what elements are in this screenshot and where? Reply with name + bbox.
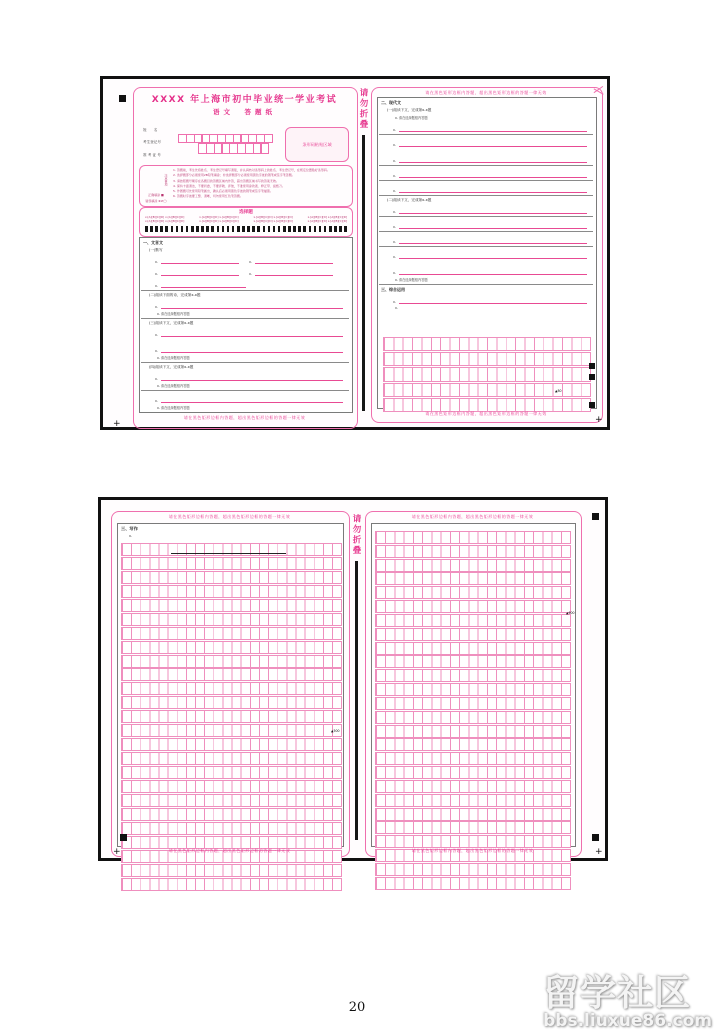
choice-option-row: x.[A][B][C][D] x.[A][B][C][D] [307, 219, 347, 224]
grid-row [375, 669, 571, 682]
answer-blank-row [155, 343, 343, 353]
blank-number: x. [393, 159, 396, 163]
section-heading: 一、文言文 [143, 240, 163, 245]
grid-row [375, 794, 571, 807]
answer-blank-row [393, 294, 587, 304]
timing-mark [171, 226, 174, 232]
section-divider [379, 165, 593, 166]
answer-note: x. 请在选择题框内答题 [395, 116, 428, 120]
watermark-title: 留学社区 [543, 973, 692, 1014]
grid-row [375, 725, 571, 738]
timing-mark [329, 226, 332, 232]
footer-notice: 请在黑色矩形边框内答题，超出黑色矩形边框的答题一律无效 [425, 411, 547, 416]
timing-mark [196, 226, 199, 232]
answer-blank-row [393, 122, 587, 132]
timing-mark [201, 226, 204, 232]
crosshair-mark: + [113, 847, 121, 857]
choice-option-row: x.[A][B][C][D] x.[A][B][C][D] [253, 215, 293, 219]
blank-number: x. [155, 305, 158, 309]
timing-mark [150, 226, 153, 232]
blank-number: x. [155, 260, 158, 264]
grid-row [375, 531, 571, 544]
digit-box [264, 134, 273, 143]
answer-blank-row [393, 234, 587, 244]
barcode-area [285, 127, 349, 162]
section-heading: 二、现代文 [381, 100, 401, 105]
answer-sheet-scan-2 [98, 497, 608, 861]
answer-blank-line [399, 203, 587, 214]
section-divider [379, 180, 593, 181]
grid-row [121, 599, 342, 612]
barcode-area-label: 条形码粘贴区域 [302, 141, 332, 147]
timing-mark [314, 226, 317, 232]
timing-mark [191, 226, 194, 232]
grid-row [383, 337, 591, 351]
do-not-fold-label: 请勿折叠 [351, 514, 361, 556]
answer-blank-row [155, 266, 343, 276]
answer-blank-line [399, 233, 587, 244]
answer-blank-row [393, 219, 587, 229]
answer-note: x. 请在选择题框内答题 [395, 278, 428, 282]
timing-mark [217, 226, 220, 232]
blank-number: x. [249, 272, 252, 276]
blank-number: x. [155, 399, 158, 403]
blank-number: x. [155, 333, 158, 337]
choice-option-row: x.[A][B][C][D] x.[A][B][C][D] [145, 219, 185, 224]
fold-line [362, 135, 365, 411]
answer-blank-line [399, 218, 587, 229]
name-label: 姓 名 [143, 128, 158, 132]
answer-blank-line [161, 392, 343, 403]
timing-mark [186, 226, 189, 232]
grid-row [383, 367, 591, 381]
answer-blank-row [393, 249, 587, 259]
grid-row [121, 822, 342, 835]
registration-mark [589, 363, 595, 369]
digit-box [261, 143, 270, 154]
watermark [543, 973, 712, 1031]
grid-row [121, 696, 342, 709]
answer-blank-row [155, 278, 343, 288]
right-answer-sections [379, 98, 593, 334]
exam-number-boxes [199, 143, 269, 154]
timing-marks [145, 226, 347, 232]
answer-blank-row [393, 137, 587, 147]
answer-blank-line [399, 167, 587, 178]
footer-notice: 请在黑色矩形边框内答题，超出黑色矩形边框的答题一律无效 [183, 415, 306, 420]
timing-mark [155, 226, 158, 232]
timing-mark [211, 226, 214, 232]
choice-column [253, 215, 292, 223]
answer-blank-line [161, 253, 239, 264]
grid-row [383, 398, 591, 412]
blank-number: x. [393, 240, 396, 244]
page-number: 20 [348, 1000, 366, 1015]
essay-title-line [171, 553, 286, 554]
answer-blank-line [399, 121, 587, 132]
answer-sheet-scan-1 [100, 76, 610, 430]
section-divider [379, 195, 593, 196]
timing-mark [334, 226, 337, 232]
choice-section-title: 选择题 [239, 210, 253, 215]
timing-mark [273, 226, 276, 232]
answer-blank-row [155, 327, 343, 337]
section-divider [141, 318, 349, 319]
timing-mark [181, 226, 184, 232]
answer-blank-row [393, 204, 587, 214]
grid-row [375, 572, 571, 585]
choice-option-row: x.[A][B][C][D] x.[A][B][C][D] [307, 215, 347, 219]
section-divider [379, 231, 593, 232]
answer-blank-line [399, 264, 587, 275]
word-count-marker: ▲500 [331, 729, 340, 733]
grid-row [121, 724, 342, 737]
choice-option-row: x.[A][B][C][D] x.[A][B][C][D] [199, 215, 239, 219]
grid-row [121, 794, 342, 807]
answer-blank-row [393, 265, 587, 275]
timing-mark [303, 226, 306, 232]
timing-mark [160, 226, 163, 232]
blank-number: x. [393, 174, 396, 178]
answer-blank-row [155, 371, 343, 381]
grid-row [121, 571, 342, 584]
question-number: x. [129, 534, 133, 538]
timing-mark [324, 226, 327, 232]
timing-mark [344, 226, 347, 232]
grid-row [383, 352, 591, 366]
grid-row [121, 682, 342, 695]
exam-title: XXXX 年上海市初中毕业统一学业考试 [151, 95, 338, 105]
timing-mark [222, 226, 225, 232]
grid-row [121, 655, 342, 668]
grid-row [375, 642, 571, 655]
notice-side-label: 注意事项 [164, 174, 168, 186]
timing-mark [257, 226, 260, 232]
grid-row [375, 780, 571, 793]
blank-number: x. [393, 300, 396, 304]
multiple-choice-box [139, 207, 353, 237]
timing-mark [319, 226, 322, 232]
grid-row [375, 863, 571, 876]
grid-row [121, 613, 342, 626]
footer-notice: 请在黑色矩形边框内答题，超出黑色矩形边框的答题一律无效 [168, 848, 291, 853]
grid-row [375, 600, 571, 613]
grid-row [375, 683, 571, 696]
grid-row [121, 627, 342, 640]
crosshair-mark: + [595, 415, 603, 425]
section-divider [141, 390, 349, 391]
blank-number: x. [393, 128, 396, 132]
grid-row [375, 808, 571, 821]
blank-number: x. [393, 255, 396, 259]
notice-line-item: 3. 请按照题号顺序在各题目的答题区域内作答，超出答题区域书写的答案无效。 [173, 178, 279, 183]
timing-mark [237, 226, 240, 232]
answer-note: x. 请在选择题框内答题 [157, 312, 190, 316]
grid-row [121, 585, 342, 598]
grid-row [121, 808, 342, 821]
answer-blank-line [161, 265, 239, 276]
grid-row [375, 877, 571, 890]
registration-mark [119, 95, 126, 102]
timing-mark [288, 226, 291, 232]
grid-row [121, 641, 342, 654]
notice-line-item: 5. 作图题可先使用铅笔画出，确认后必须用黑色字迹的钢笔或签字笔描黑。 [173, 189, 273, 194]
answer-blank-row [393, 153, 587, 163]
choice-option-row: x.[A][B][C][D] x.[A][B][C][D] [253, 219, 293, 224]
blank-number: x. [155, 284, 158, 288]
grid-row [375, 821, 571, 834]
timing-mark [176, 226, 179, 232]
footer-notice: 请在黑色矩形边框内答题，超出黑色矩形边框的答题一律无效 [411, 848, 534, 853]
blank-number: x. [155, 349, 158, 353]
timing-mark [278, 226, 281, 232]
timing-mark [298, 226, 301, 232]
section-divider [379, 134, 593, 135]
grid-row [121, 710, 342, 723]
header-notice: 请在黑色矩形边框内答题，超出黑色矩形边框的答题一律无效 [168, 514, 291, 519]
subsection-heading: (一)默写 [149, 248, 163, 252]
blank-number: x. [393, 271, 396, 275]
timing-mark [293, 226, 296, 232]
answer-note: x. 请在选择题框内答题 [157, 384, 190, 388]
do-not-fold-label: 请勿折叠 [358, 88, 368, 130]
registration-mark [589, 374, 595, 380]
left-answer-sections [141, 238, 349, 410]
timing-mark [227, 226, 230, 232]
answer-blank-row [155, 393, 343, 403]
blank-number: x. [393, 189, 396, 193]
subsection-heading: (二)阅读下文，完成第x-x题 [387, 198, 432, 202]
subsection-heading: (一)阅读下文，完成第x-x题 [387, 108, 432, 112]
answer-blank-line [161, 370, 343, 381]
section-divider [379, 246, 593, 247]
section-divider [379, 216, 593, 217]
answer-note: x. [395, 306, 398, 310]
exam-number-label: 准 考 证 号 [143, 153, 161, 157]
choice-column [145, 215, 184, 223]
timing-mark [309, 226, 312, 232]
comprehensive-writing-grid [383, 337, 591, 403]
registration-mark [592, 513, 599, 520]
answer-blank-line [255, 253, 333, 264]
timing-mark [145, 226, 148, 232]
answer-blank-line [161, 326, 343, 337]
blank-number: x. [155, 377, 158, 381]
answer-blank-line [399, 136, 587, 147]
essay-grid-right [375, 531, 571, 839]
registration-number-boxes [179, 134, 273, 143]
timing-mark [252, 226, 255, 232]
grid-row [375, 738, 571, 751]
notice-lines [173, 168, 349, 200]
notice-line-item: 4. 保持卡面清洁，不要折叠，不要弄破、弄皱，不准使用涂改液、修正带、刮纸刀。 [173, 183, 285, 188]
timing-mark [263, 226, 266, 232]
grid-row [121, 557, 342, 570]
choice-option-row: x.[A][B][C][D] x.[A][B][C][D] [199, 219, 239, 224]
writing-section-label: 三、写作 [121, 526, 138, 531]
grid-row [375, 655, 571, 668]
grid-row [375, 697, 571, 710]
crosshair-mark: + [595, 847, 603, 857]
timing-mark [232, 226, 235, 232]
blank-number: x. [155, 272, 158, 276]
answer-blank-line [161, 298, 343, 309]
section-heading: 三、综合运用 [381, 287, 405, 292]
blank-number: x. [393, 225, 396, 229]
registration-mark [589, 402, 595, 408]
grid-row [121, 878, 342, 891]
fold-line [355, 561, 358, 840]
crosshair-mark: + [113, 419, 121, 429]
grid-row [375, 711, 571, 724]
answer-blank-line [399, 182, 587, 193]
answer-blank-line [399, 293, 587, 304]
blank-number: x. [249, 260, 252, 264]
grid-row [121, 752, 342, 765]
answer-blank-line [399, 152, 587, 163]
section-divider [141, 290, 349, 291]
choice-column [199, 215, 238, 223]
correct-mark-sample: 正确填涂 ■ [148, 193, 164, 197]
subsection-heading: (四)阅读下文，完成第x-x题 [149, 365, 194, 369]
answer-blank-row [155, 254, 343, 264]
answer-blank-row [393, 168, 587, 178]
grid-row [121, 864, 342, 877]
answer-blank-line [255, 265, 333, 276]
exam-subtitle: 语文 答题纸 [213, 108, 276, 116]
timing-mark [165, 226, 168, 232]
registration-mark [592, 834, 599, 841]
notice-line-item: 6. 答题时字迹要工整、清晰，切勿使用红色笔答题。 [173, 194, 243, 199]
grid-row [121, 836, 342, 849]
choice-column [308, 215, 347, 223]
grid-row [121, 668, 342, 681]
grid-row [375, 614, 571, 627]
timing-mark [268, 226, 271, 232]
word-count-marker: ▲600 [566, 611, 575, 615]
blank-number: x. [393, 143, 396, 147]
essay-grid-left [121, 543, 342, 842]
grid-row [375, 835, 571, 848]
subsection-heading: (二)阅读下面的诗，完成第x-x题 [149, 293, 201, 297]
blank-number: x. [393, 210, 396, 214]
watermark-url: bbs.liuxue86.com [543, 1011, 712, 1031]
grid-row [375, 628, 571, 641]
wrong-mark-sample: 错误填涂 ⊗⊘◯ [145, 199, 167, 203]
timing-mark [247, 226, 250, 232]
grid-row [121, 780, 342, 793]
timing-mark [339, 226, 342, 232]
answer-blank-line [161, 277, 246, 288]
subsection-heading: (三)阅读下文，完成第x-x题 [149, 321, 194, 325]
grid-row [375, 766, 571, 779]
section-divider [141, 362, 349, 363]
notice-line-item: 2. 选择题部分必须使用2B铅笔填涂；非选择题部分必须使用黑色字迹的钢笔或签字笔答题。 [173, 173, 295, 178]
word-count-marker: ▲80 [555, 389, 562, 393]
grid-row [375, 545, 571, 558]
grid-row [121, 738, 342, 751]
notice-box [139, 165, 353, 207]
choice-option-columns [145, 215, 347, 223]
timing-mark [206, 226, 209, 232]
choice-option-row: x.[A][B][C][D] x.[A][B][C][D] [145, 215, 185, 219]
answer-note: x. 请在选择题框内答题 [157, 406, 190, 410]
grid-row [121, 766, 342, 779]
header-notice: 请在黑色矩形边框内答题，超出黑色矩形边框的答题一律无效 [425, 90, 547, 95]
answer-note: x. 请在选择题框内答题 [157, 356, 190, 360]
answer-blank-line [399, 248, 587, 259]
section-divider [379, 284, 593, 285]
header-notice: 请在黑色矩形边框内答题，超出黑色矩形边框的答题一律无效 [411, 514, 534, 519]
registration-number-label: 考生登记号 [143, 140, 161, 144]
timing-mark [283, 226, 286, 232]
registration-mark [120, 834, 127, 841]
answer-blank-row [155, 299, 343, 309]
notice-line-item: 1. 答题前，考生先将姓名、考生登记号填写清楚，并认真核对条形码上的姓名、考生登记号，在规定位置贴好条形码。 [173, 168, 330, 172]
timing-mark [242, 226, 245, 232]
answer-blank-line [161, 342, 343, 353]
grid-row [375, 586, 571, 599]
grid-row [375, 752, 571, 765]
answer-blank-row [393, 183, 587, 193]
grid-row [375, 559, 571, 572]
